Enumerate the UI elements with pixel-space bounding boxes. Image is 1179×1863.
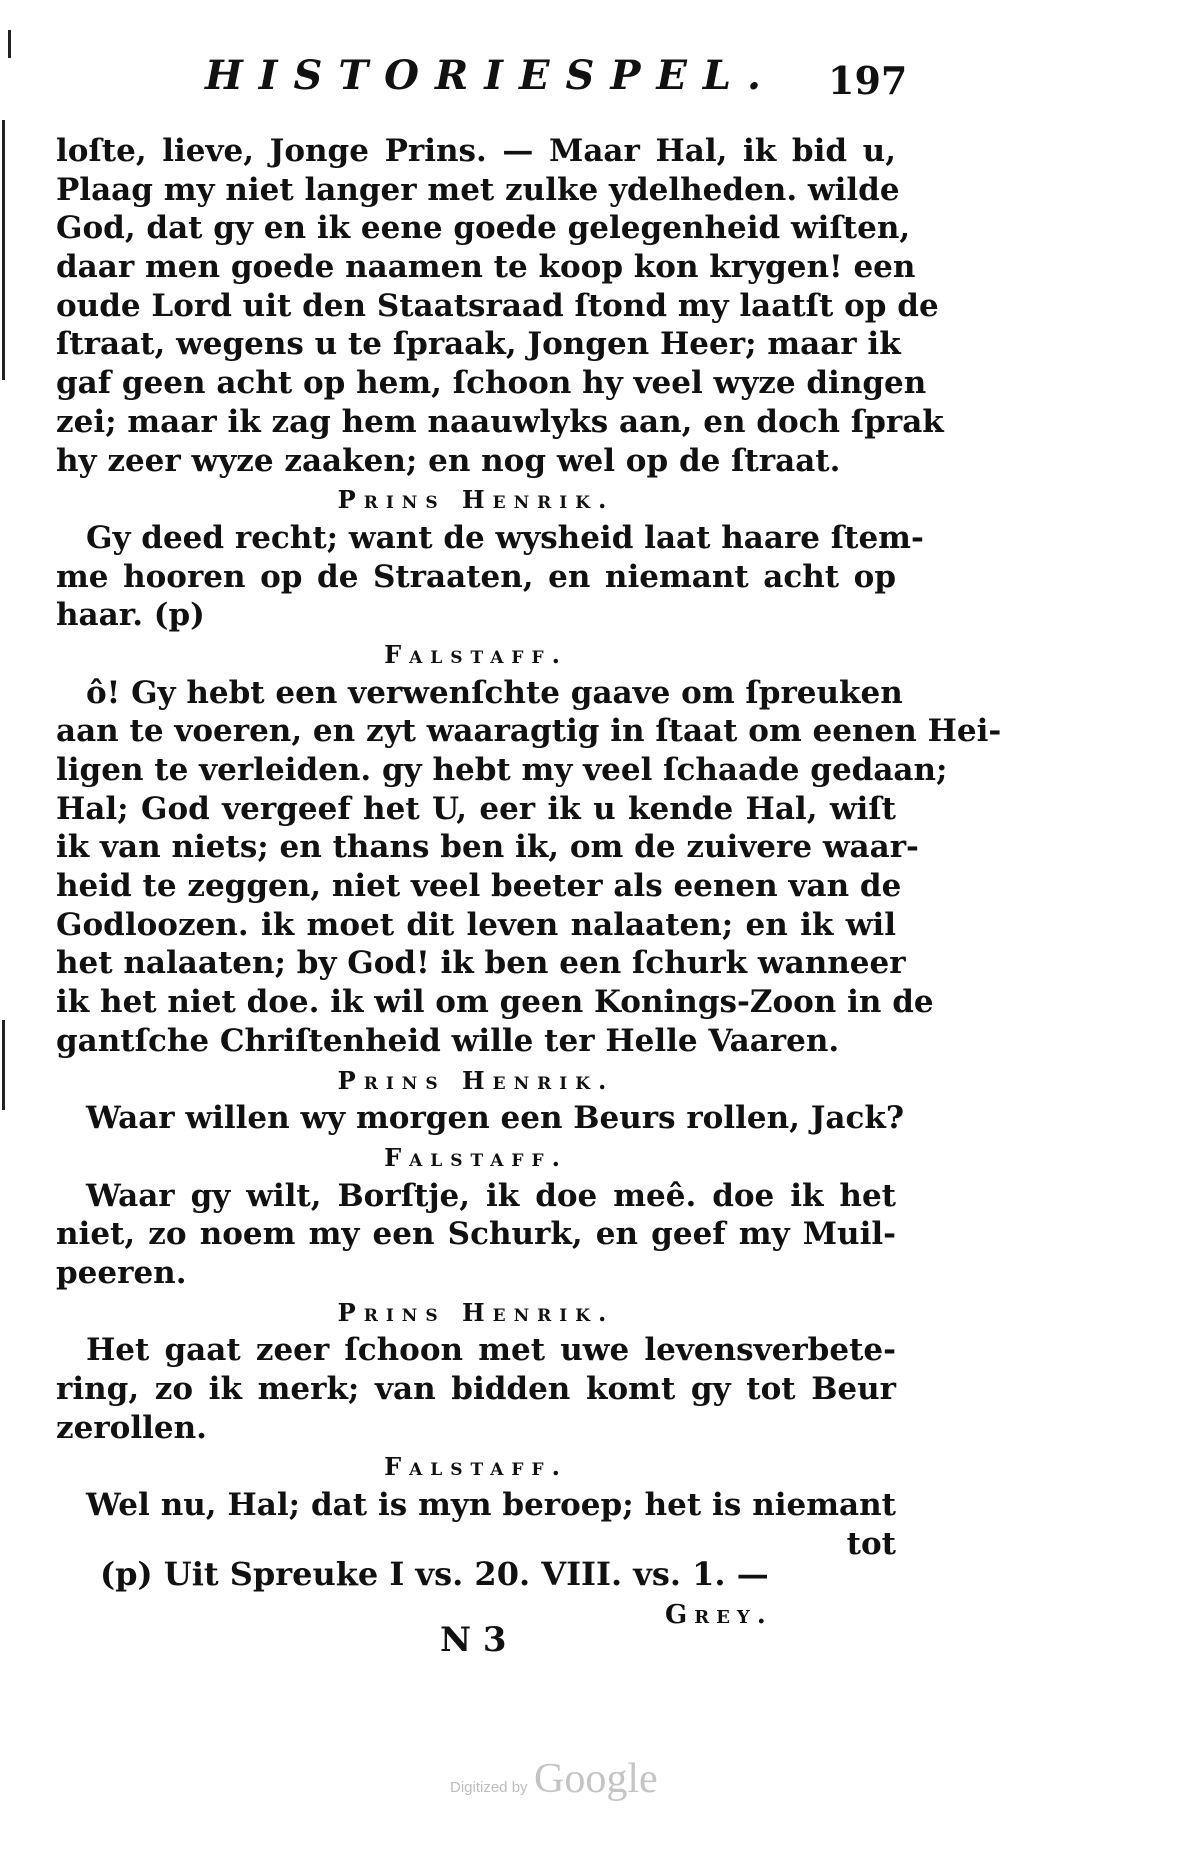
margin-rule-top bbox=[8, 30, 11, 58]
text-line: God, dat gy en ik eene goede gelegenheid wiſten, bbox=[56, 210, 911, 247]
text-line: tot bbox=[846, 1525, 896, 1562]
catchword: Grey. bbox=[665, 1600, 773, 1630]
google-logo: Google bbox=[534, 1756, 658, 1802]
margin-rule-left bbox=[2, 120, 5, 380]
text-line: hy zeer wyze zaaken; en nog wel op de ſtraat. bbox=[56, 442, 841, 479]
speaker-heading: Falstaff. bbox=[384, 1452, 568, 1482]
text-line: gantſche Chriſtenheid wille ter Helle Vaaren. bbox=[56, 1022, 840, 1059]
digitized-watermark bbox=[450, 1755, 658, 1803]
text-line: zei; maar ik zag hem naauwlyks aan, en doch ſprak bbox=[56, 403, 944, 440]
text-line: oude Lord uit den Staatsraad ſtond my laatſt op de bbox=[56, 287, 939, 324]
text-line: ring, zo ik merk; van bidden komt gy tot Beur bbox=[56, 1371, 896, 1407]
text-line: Godloozen. ik moet dit leven nalaaten; en ik wil bbox=[56, 906, 896, 943]
text-line: gaf geen acht op hem, ſchoon hy veel wyze dingen bbox=[56, 365, 927, 402]
text-line: Waar willen wy morgen een Beurs rollen, Jack? bbox=[86, 1100, 905, 1137]
text-line: loſte, lieve, Jonge Prins. — Maar Hal, ik bid u, bbox=[56, 133, 896, 169]
page-number: 197 bbox=[828, 58, 908, 103]
speaker-heading: Prins Henrik. bbox=[337, 1065, 615, 1095]
text-line: aan te voeren, en zyt waaragtig in ſtaat om eenen Hei- bbox=[56, 713, 1002, 750]
text-line: heid te zeggen, niet veel beeter als eenen van de bbox=[56, 868, 902, 905]
text-line: niet, zo noem my een Schurk, en geef my Muil- bbox=[56, 1216, 896, 1253]
text-line: Gy deed recht; want de wysheid laat haare ſtem- bbox=[86, 519, 924, 556]
footnote: (p) Uit Spreuke I vs. 20. VIII. vs. 1. — bbox=[100, 1555, 769, 1593]
text-line: ik van niets; en thans ben ik, om de zuivere waar- bbox=[56, 829, 919, 866]
speaker-heading: Prins Henrik. bbox=[337, 1297, 615, 1327]
body-text bbox=[56, 132, 1002, 1563]
running-head: HISTORIESPEL. bbox=[205, 52, 777, 99]
speaker-heading: Prins Henrik. bbox=[337, 485, 615, 515]
margin-rule-lower bbox=[2, 1020, 5, 1110]
speaker-heading: Falstaff. bbox=[384, 1142, 568, 1172]
text-line: Het gaat zeer ſchoon met uwe levensverbete- bbox=[86, 1332, 896, 1369]
text-line: ik het niet doe. ik wil om geen Konings-Zoon in de bbox=[56, 984, 934, 1021]
text-line: Plaag my niet langer met zulke ydelheden. wilde bbox=[56, 171, 900, 208]
speaker-heading: Falstaff. bbox=[384, 639, 568, 669]
digitized-prefix: Digitized by bbox=[450, 1779, 528, 1796]
text-line: ligen te verleiden. gy hebt my veel ſchaade gedaan; bbox=[56, 752, 948, 788]
text-line: het nalaaten; by God! ik ben een ſchurk wanneer bbox=[56, 945, 906, 982]
text-line: Wel nu, Hal; dat is myn beroep; het is niemant bbox=[86, 1487, 896, 1524]
text-line: daar men goede naamen te koop kon krygen! een bbox=[56, 249, 916, 286]
text-line: ô! Gy hebt een verwenſchte gaave om ſpreuken bbox=[86, 674, 903, 711]
text-line: zerollen. bbox=[56, 1409, 207, 1446]
text-line: haar. (p) bbox=[56, 597, 205, 634]
text-line: peeren. bbox=[56, 1254, 187, 1291]
text-line: ſtraat, wegens u te ſpraak, Jongen Heer; maar ik bbox=[56, 326, 901, 363]
text-line: Waar gy wilt, Borſtje, ik doe meê. doe ik het bbox=[86, 1177, 896, 1214]
text-line: me hooren op de Straaten, en niemant acht op bbox=[56, 558, 896, 595]
signature-mark: N 3 bbox=[440, 1620, 507, 1660]
text-line: Hal; God vergeef het U, eer ik u kende Hal, wiſt bbox=[56, 790, 896, 827]
